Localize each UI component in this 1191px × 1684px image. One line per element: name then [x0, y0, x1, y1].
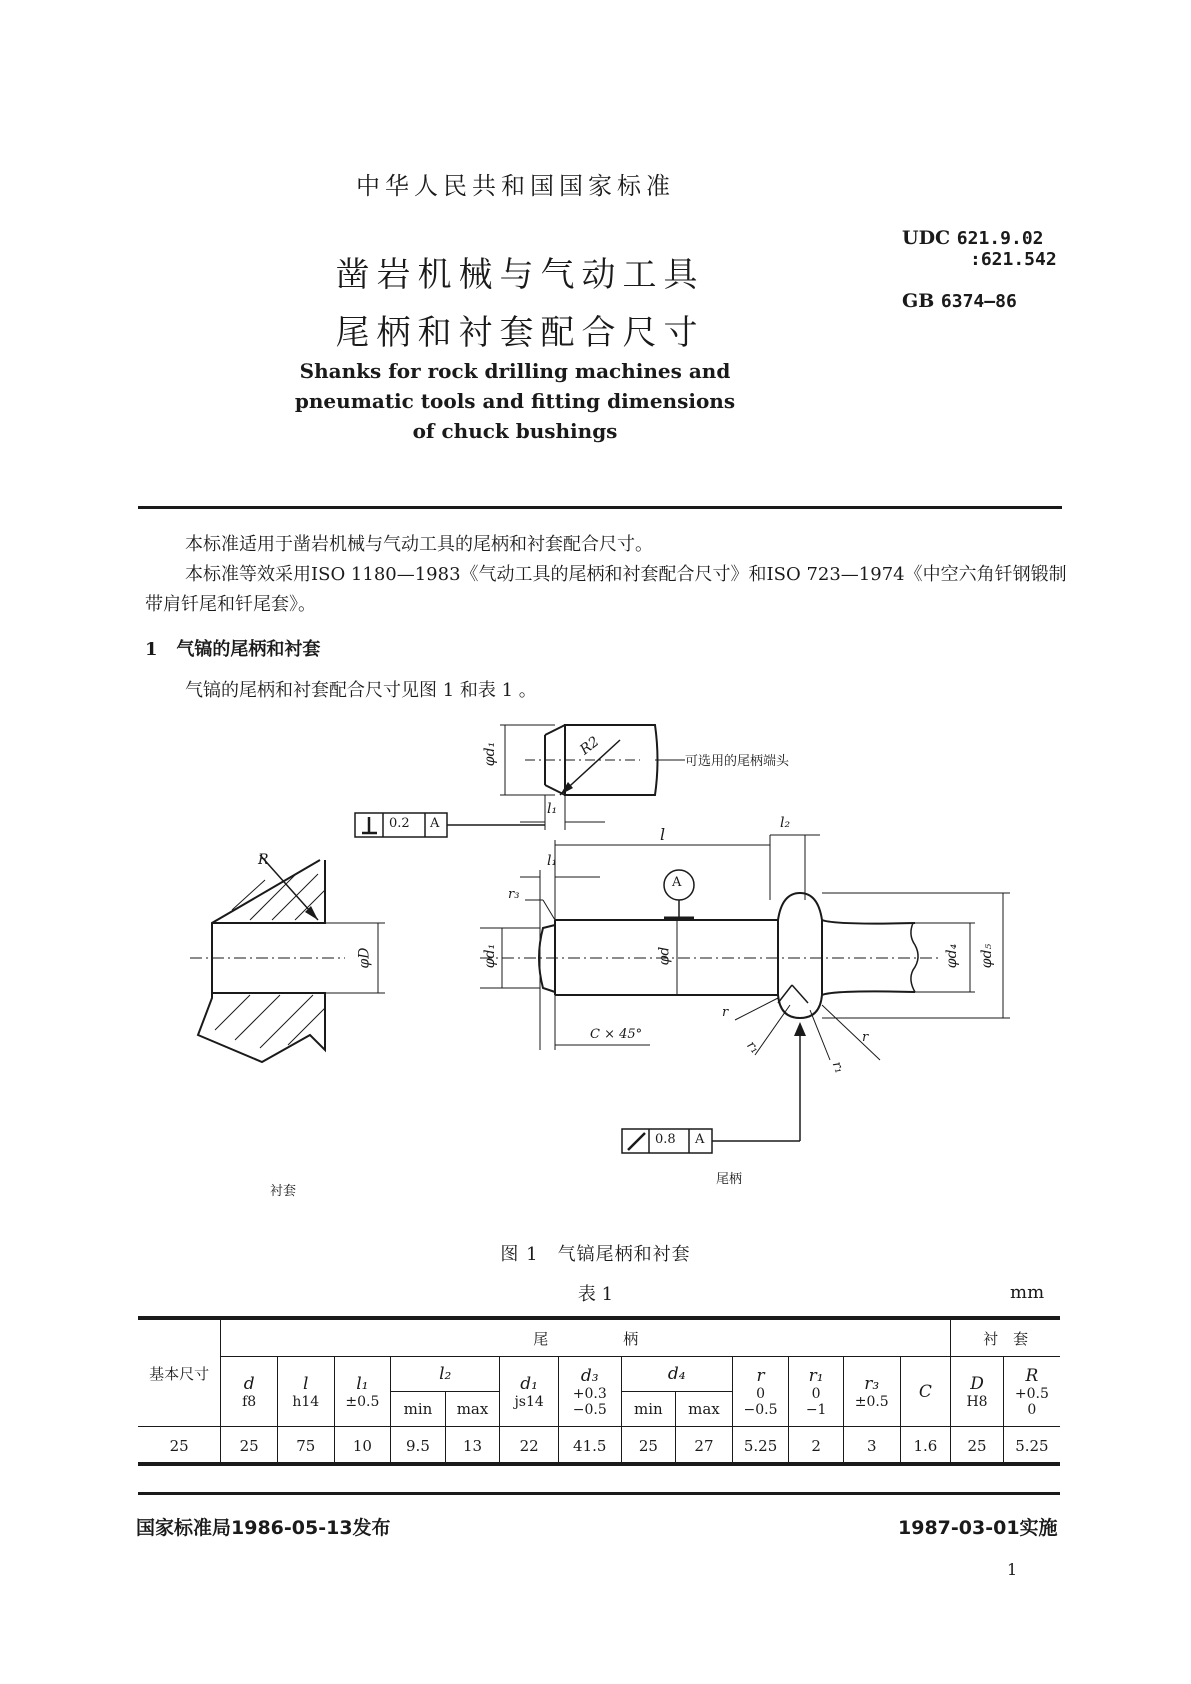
page-number: 1 — [1007, 1560, 1018, 1579]
issue-date: 国家标准局1986-05-13发布 — [136, 1517, 391, 1539]
cell: 9.5 — [391, 1427, 446, 1466]
gb-label: GB — [902, 290, 935, 312]
shank-body — [480, 893, 940, 1018]
udc-line2: :621.542 — [970, 249, 1057, 270]
label-bushing: 衬套 — [270, 1184, 297, 1199]
cell: 5.25 — [732, 1427, 789, 1466]
gb-value: 6374—86 — [940, 291, 1017, 312]
title-english-line1: Shanks for rock drilling machines and — [299, 359, 731, 383]
paragraph-equivalence: 本标准等效采用ISO 1180—1983《气动工具的尾柄和衬套配合尺寸》和ISO 723—1974《中空六角钎钢锻制带肩钎尾和钎尾套》。 — [145, 564, 1067, 615]
cell: 25 — [951, 1427, 1004, 1466]
label-l: l — [660, 825, 666, 844]
cell: 25 — [621, 1427, 676, 1466]
label-r-left: r — [722, 1005, 729, 1020]
label-l1-mid: l₁ — [547, 853, 558, 869]
label-phi-d5: φd₅ — [979, 943, 996, 969]
col-d4: d₄ — [621, 1357, 732, 1392]
datum-a-label: A — [672, 875, 682, 890]
label-r2: R2 — [577, 733, 603, 759]
cell: 13 — [445, 1427, 500, 1466]
col-D: D H8 — [951, 1357, 1004, 1427]
label-bushing-R: R — [258, 852, 269, 868]
cell: 2 — [789, 1427, 844, 1466]
cell: 5.25 — [1003, 1427, 1060, 1466]
cell: 75 — [277, 1427, 334, 1466]
label-r1-left: r₁ — [743, 1038, 763, 1057]
udc-label: UDC — [902, 227, 951, 249]
cell: 3 — [843, 1427, 900, 1466]
label-shank: 尾柄 — [716, 1172, 743, 1187]
perp-datum: A — [430, 816, 440, 831]
col-l2: l₂ — [391, 1357, 500, 1392]
col-d4-min: min — [621, 1392, 676, 1427]
cell: 41.5 — [558, 1427, 621, 1466]
cell: 27 — [676, 1427, 733, 1466]
table-bottom-rule — [138, 1462, 1060, 1465]
figure-1-caption: 图 1 气镐尾柄和衬套 — [500, 1244, 691, 1265]
col-d: d f8 — [221, 1357, 278, 1427]
title-english-line2: pneumatic tools and fitting dimensions — [294, 389, 736, 413]
cell: 25 — [138, 1427, 221, 1466]
table-row — [138, 1427, 1060, 1466]
paragraph-scope: 本标准适用于凿岩机械与气动工具的尾柄和衬套配合尺寸。 — [185, 534, 653, 555]
section-1-text: 气镐的尾柄和衬套配合尺寸见图 1 和表 1 。 — [185, 680, 537, 701]
label-phi-d: φd — [656, 946, 673, 966]
label-r3: r₃ — [508, 887, 520, 902]
label-l1-top: l₁ — [547, 801, 558, 817]
label-phi-d4: φd₄ — [944, 943, 961, 969]
col-d3: d₃ +0.3 −0.5 — [558, 1357, 621, 1427]
dimension-table — [138, 1319, 1060, 1466]
national-standard-header: 中华人民共和国国家标准 — [356, 172, 675, 200]
col-l2-max: max — [445, 1392, 500, 1427]
label-optional-shank-end: 可选用的尾柄端头 — [685, 754, 790, 769]
label-phi-D: φD — [356, 947, 373, 969]
label-phi-d1-top: φd₁ — [482, 741, 499, 767]
section-1-title: 气镐的尾柄和衬套 — [176, 639, 321, 660]
col-R: R +0.5 0 — [1003, 1357, 1060, 1427]
effective-date: 1987-03-01实施 — [898, 1517, 1058, 1539]
footer-rule — [138, 1492, 1060, 1495]
col-r: r 0 −0.5 — [732, 1357, 789, 1427]
col-d4-max: max — [676, 1392, 733, 1427]
section-1-number: 1 — [145, 639, 158, 660]
label-phi-d1: φd₁ — [482, 943, 499, 969]
label-r1-right: r₁ — [828, 1059, 847, 1076]
col-r3: r₃ ±0.5 — [843, 1357, 900, 1427]
udc-line1: 621.9.02 — [956, 228, 1044, 249]
title-english-line3: of chuck bushings — [412, 419, 618, 443]
title-chinese-line1: 凿岩机械与气动工具 — [335, 255, 705, 295]
label-r-right: r — [862, 1030, 869, 1045]
col-l2-min: min — [391, 1392, 446, 1427]
col-d1: d₁ js14 — [500, 1357, 559, 1427]
table-unit: mm — [1010, 1282, 1045, 1303]
header-shank: 尾 柄 — [221, 1320, 951, 1357]
col-l1: l₁ ±0.5 — [334, 1357, 391, 1427]
header-bushing: 衬 套 — [951, 1320, 1060, 1357]
col-l: l h14 — [277, 1357, 334, 1427]
cell: 25 — [221, 1427, 278, 1466]
col-C: C — [900, 1357, 951, 1427]
cell: 1.6 — [900, 1427, 951, 1466]
title-chinese-line2: 尾柄和衬套配合尺寸 — [335, 313, 705, 353]
perpendicularity-frame — [355, 813, 545, 837]
header-basic-size: 基本尺寸 — [138, 1320, 221, 1427]
table-1-caption: 表 1 — [577, 1284, 614, 1305]
cell: 22 — [500, 1427, 559, 1466]
label-l2: l₂ — [780, 815, 791, 831]
col-r1: r₁ 0 −1 — [789, 1357, 844, 1427]
runout-tolerance-value: 0.8 — [655, 1132, 676, 1147]
perp-tolerance-value: 0.2 — [389, 816, 410, 831]
cell: 10 — [334, 1427, 391, 1466]
label-chamfer: C × 45° — [590, 1027, 643, 1042]
runout-datum: A — [695, 1132, 705, 1147]
